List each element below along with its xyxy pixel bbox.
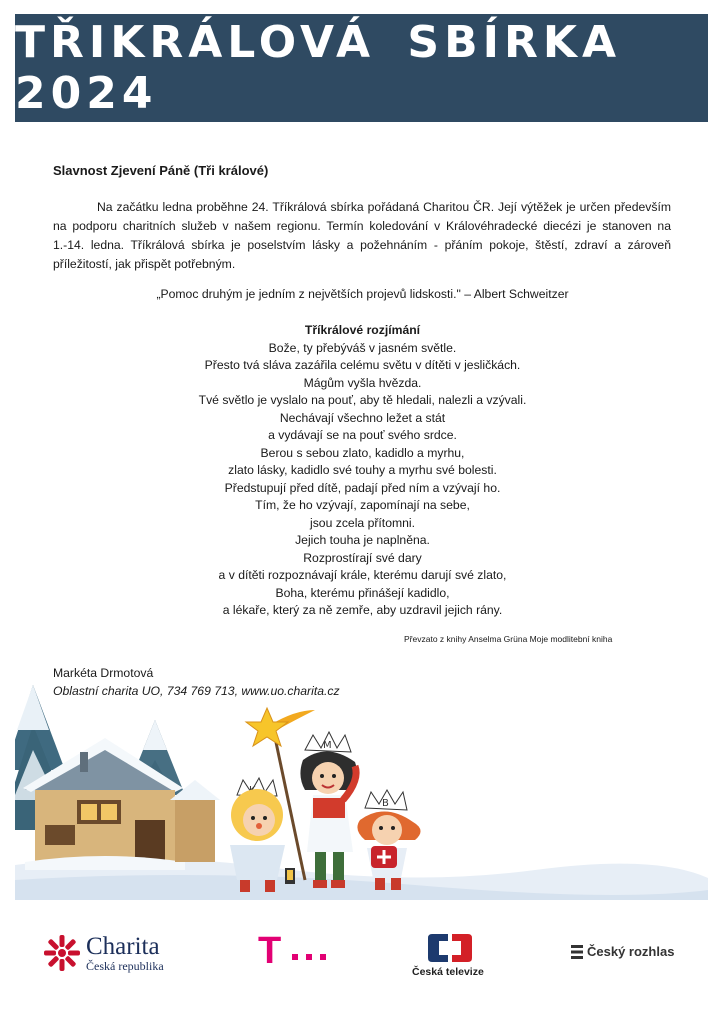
poem-line: a v dítěti rozpoznávají krále, kterému darují své zlato, (218, 568, 507, 582)
charita-name: Charita (86, 933, 160, 960)
poem-line: Bože, ty přebýváš v jasném světle. (268, 340, 457, 355)
charita-logo-icon (43, 934, 81, 972)
poem-line: Berou s sebou zlato, kadidlo a myrhu, (260, 445, 465, 460)
intro-paragraph: Na začátku ledna proběhne 24. Tříkrálová sbírka pořádaná Charitou ČR. Její výtěžek je určen především na podporu charitních služeb v našem regionu. Termín koledování v Královéhradecké diecézi je stanoven na 1.-14. ledna. Tříkrálová sbírka je poselstvím lásky a požehnáním - přáním pokoje, štěstí, zdraví a zároveň příležitostí, jak přispět potřebným. (53, 200, 671, 271)
telekom-logo (258, 930, 333, 972)
crown-letter-b: B (382, 798, 389, 809)
author-name: Markéta Drmotová (53, 666, 154, 680)
poem-line: Rozprostírají své dary (303, 550, 422, 565)
page-title: TŘIKRÁLOVÁ SBÍRKA 2024 (15, 17, 622, 119)
poem-line: Tím, že ho vzývají, zapomínají na sebe, (255, 498, 470, 512)
crown-letter-m: M (323, 740, 332, 751)
poem-title: Tříkrálové rozjímání (304, 323, 421, 337)
poem (0, 322, 725, 620)
king-melchior (300, 732, 357, 888)
poem-line: Boha, kterému přinášejí kadidlo, (275, 585, 450, 600)
ct-logo-icon (428, 932, 472, 964)
ct-name: Česká televize (412, 966, 484, 978)
king-balthasar (357, 790, 420, 890)
poem-line: Mágům vyšla hvězda. (303, 375, 422, 390)
poem-line: Jejich touha je naplněna. (295, 533, 430, 547)
poem-line: Přesto tvá sláva zazářila celému světu v dítěti v jesličkách. (204, 358, 521, 372)
king-caspar (230, 778, 295, 892)
poem-line: Tvé světlo je vyslalo na pouť, aby tě hledali, nalezli a vzývali. (198, 393, 527, 407)
poem-line: jsou zcela přítomni. (310, 515, 415, 530)
poem-line: zlato lásky, kadidlo své touhy a myrhu své bolesti. (228, 463, 497, 477)
cr-logo-icon (571, 945, 583, 959)
poem-source: Převzato z knihy Anselma Grüna Moje modlitební kniha (404, 634, 613, 644)
quote: „Pomoc druhým je jedním z největších projevů lidskosti." – Albert Schweitzer (156, 287, 569, 301)
poem-line: a lékaře, který za ně zemře, aby uzdravil jejich rány. (222, 603, 503, 617)
cr-name: Český rozhlas (587, 944, 675, 959)
telekom-t-mark: T (258, 930, 282, 972)
poem-line: a vydávají se na pouť svého srdce. (268, 428, 457, 442)
poem-line: Předstupují před dítě, padají před ním a vzývají ho. (224, 480, 501, 495)
three-kings-illustration (15, 680, 708, 900)
article-heading: Slavnost Zjevení Páně (Tři králové) (53, 163, 269, 178)
poem-line: Nechávají všechno ležet a stát (279, 410, 446, 425)
contact-info: Oblastní charita UO, 734 769 713, www.uo.charita.cz (53, 684, 340, 698)
charita-country: Česká republika (86, 959, 164, 973)
header-banner (15, 14, 708, 122)
